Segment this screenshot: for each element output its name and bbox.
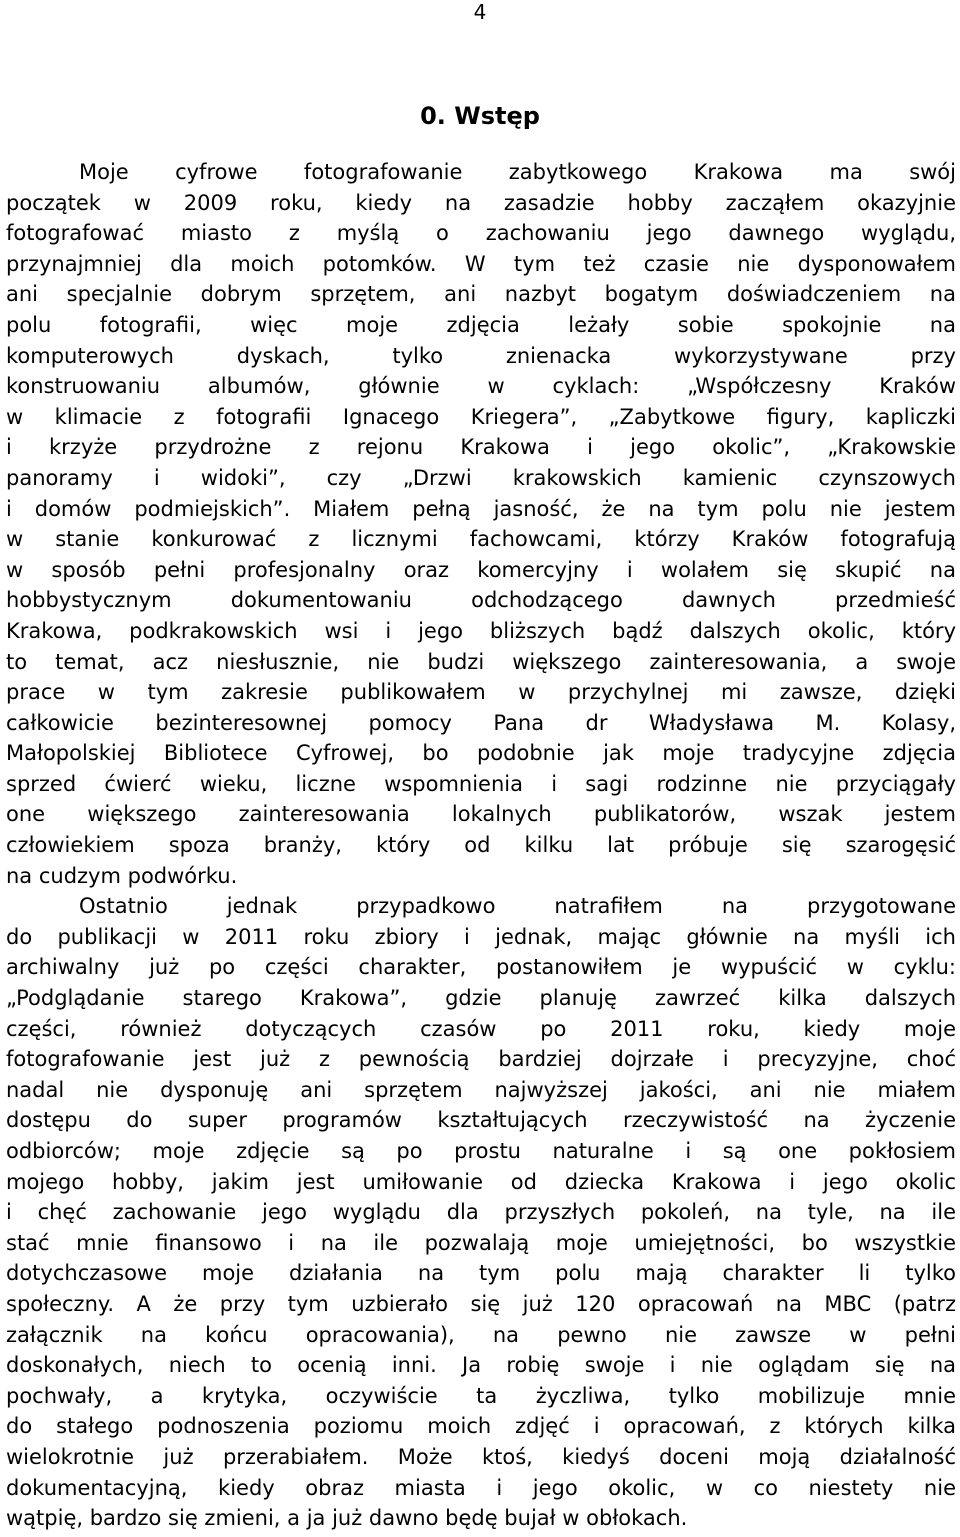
text-line: panoramy i widoki”, czy „Drzwi krakowskich kamienic czynszowych — [6, 465, 956, 490]
text-line: wątpię, bardzo się zmieni, a ja już dawno będę bujał w obłokach. — [6, 1506, 688, 1531]
text-line: w klimacie z fotografii Ignacego Kriegera”, „Zabytkowe figury, kapliczki — [6, 404, 956, 429]
text-line: hobbystycznym dokumentowaniu odchodzącego dawnych przedmieść — [6, 588, 956, 613]
text-line: polu fotografii, więc moje zdjęcia leżały sobie spokojnie na — [6, 312, 956, 337]
text-line: sprzed ćwierć wieku, liczne wspomnienia i sagi rodzinne nie przyciągały — [6, 771, 956, 796]
text-line: Ostatnio jednak przypadkowo natrafiłem na przygotowane — [79, 894, 956, 919]
text-line: i domów podmiejskich”. Miałem pełną jasność, że na tym polu nie jestem — [6, 496, 956, 521]
text-line: i krzyże przydrożne z rejonu Krakowa i jego okolic”, „Krakowskie — [6, 435, 956, 460]
text-line: Krakowa, podkrakowskich wsi i jego bliższych bądź dalszych okolic, który — [6, 618, 956, 643]
text-line: prace w tym zakresie publikowałem w przychylnej mi zawsze, dzięki — [6, 680, 956, 705]
text-line: „Podglądanie starego Krakowa”, gdzie planuję zawrzeć kilka dalszych — [6, 986, 956, 1011]
text-line: dokumentacyjną, kiedy obraz miasta i jego okolic, w co niestety nie — [6, 1475, 956, 1500]
text-line: to temat, acz niesłusznie, nie budzi większego zainteresowania, a swoje — [6, 649, 956, 674]
text-line: w sposób pełni profesjonalny oraz komercyjny i wolałem się skupić na — [6, 557, 956, 582]
text-line: fotografować miasto z myślą o zachowaniu jego dawnego wyglądu, — [6, 221, 956, 246]
text-line: Moje cyfrowe fotografowanie zabytkowego Krakowa ma swój — [79, 160, 956, 184]
text-line: do publikacji w 2011 roku zbiory i jednak, mając głównie na myśli ich — [6, 924, 956, 949]
text-line: ani specjalnie dobrym sprzętem, ani nazbyt bogatym doświadczeniem na — [6, 282, 956, 307]
text-line: nadal nie dysponuję ani sprzętem najwyższej jakości, ani nie miałem — [6, 1077, 956, 1102]
text-line: i chęć zachowanie jego wyglądu dla przyszłych pokoleń, na tyle, na ile — [6, 1200, 956, 1225]
text-line: archiwalny już po części charakter, postanowiłem je wypuścić w cyklu: — [6, 955, 956, 980]
text-line: doskonałych, niech to ocenią inni. Ja robię swoje i nie oglądam się na — [6, 1353, 956, 1378]
text-line: pochwały, a krytyka, oczywiście ta życzliwa, tylko mobilizuje mnie — [6, 1383, 956, 1408]
section-heading: 0. Wstęp — [420, 102, 540, 130]
paragraph — [6, 157, 956, 891]
text-line: całkowicie bezinteresownej pomocy Pana dr Władysława M. Kolasy, — [6, 710, 956, 735]
text-line: fotografowanie jest już z pewnością bardziej dojrzałe i precyzyjne, choć — [6, 1047, 956, 1072]
text-line: na cudzym podwórku. — [6, 863, 238, 888]
text-line: do stałego podnoszenia poziomu moich zdjęć i opracowań, z których kilka — [6, 1414, 956, 1439]
text-line: przynajmniej dla moich potomków. W tym też czasie nie dysponowałem — [6, 251, 956, 276]
text-line: społeczny. A że przy tym uzbierało się już 120 opracowań na MBC (patrz — [6, 1291, 956, 1316]
body-text — [6, 157, 956, 1534]
text-line: komputerowych dyskach, tylko znienacka wykorzystywane przy — [6, 343, 956, 368]
text-line: wielokrotnie już przerabiałem. Może ktoś, kiedyś doceni moją działalność — [6, 1444, 956, 1469]
text-line: załącznik na końcu opracowania), na pewno nie zawsze w pełni — [6, 1322, 956, 1347]
text-line: człowiekiem spoza branży, który od kilku lat próbuje się szarogęsić — [6, 833, 956, 858]
text-line: odbiorców; moje zdjęcie są po prostu naturalne i są one pokłosiem — [6, 1139, 956, 1163]
text-line: stać mnie finansowo i na ile pozwalają moje umiejętności, bo wszystkie — [6, 1230, 956, 1255]
text-line: Małopolskiej Bibliotece Cyfrowej, bo podobnie jak moje tradycyjne zdjęcia — [6, 741, 956, 766]
text-line: dostępu do super programów kształtujących rzeczywistość na życzenie — [6, 1108, 956, 1133]
text-line: części, również dotyczących czasów po 2011 roku, kiedy moje — [6, 1016, 956, 1041]
text-line: dotychczasowe moje działania na tym polu mają charakter li tylko — [6, 1261, 956, 1286]
text-line: w stanie konkurować z licznymi fachowcami, którzy Kraków fotografują — [6, 527, 956, 552]
text-line: konstruowaniu albumów, głównie w cyklach: „Współczesny Kraków — [6, 374, 956, 399]
text-line: mojego hobby, jakim jest umiłowanie od dziecka Krakowa i jego okolic — [6, 1169, 956, 1194]
text-line: początek w 2009 roku, kiedy na zasadzie hobby zacząłem okazyjnie — [6, 190, 956, 215]
text-line: one większego zainteresowania lokalnych publikatorów, wszak jestem — [6, 802, 956, 827]
paragraph — [6, 891, 956, 1533]
page-number: 4 — [473, 0, 487, 24]
